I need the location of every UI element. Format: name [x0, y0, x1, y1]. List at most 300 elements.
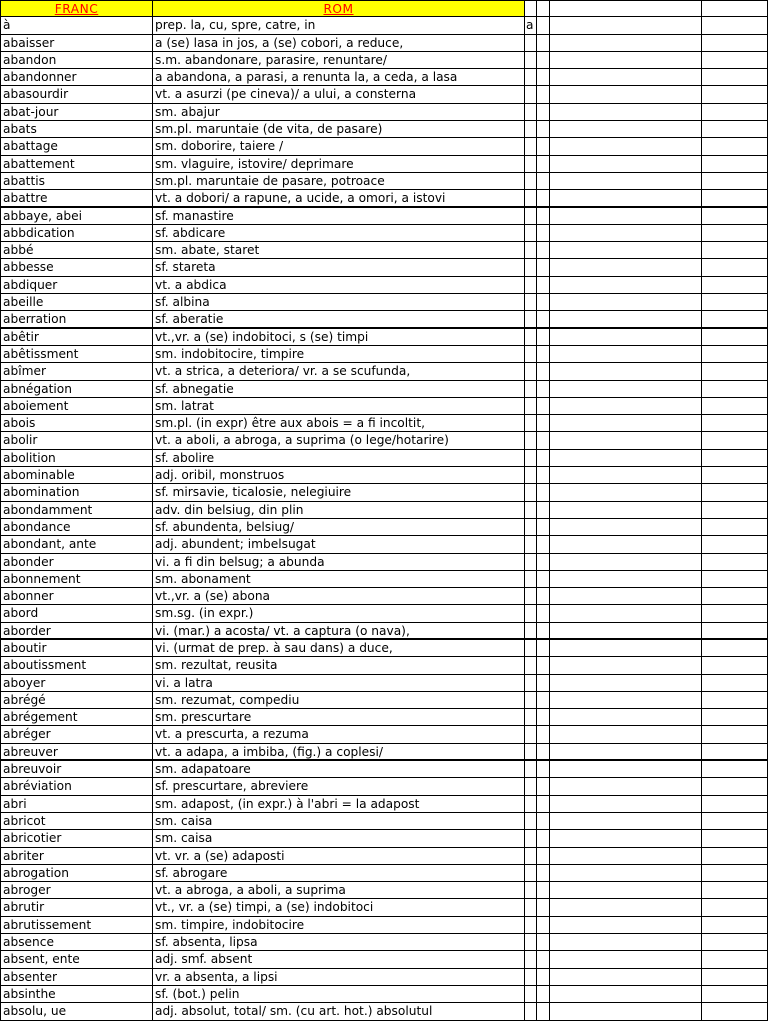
empty-cell[interactable] [702, 329, 768, 346]
empty-cell[interactable] [702, 138, 768, 155]
mark-cell[interactable] [525, 242, 537, 259]
mark-cell[interactable] [525, 190, 537, 207]
romanian-translation-cell[interactable]: sf. abdicare [153, 225, 525, 242]
empty-cell[interactable] [537, 951, 550, 968]
mark-cell[interactable] [525, 709, 537, 726]
empty-cell[interactable] [537, 848, 550, 865]
mark-cell[interactable] [525, 865, 537, 882]
mark-cell[interactable] [525, 951, 537, 968]
french-word-cell[interactable]: abrutir [0, 899, 153, 916]
mark-cell[interactable] [525, 432, 537, 449]
empty-cell[interactable] [550, 865, 702, 882]
empty-cell[interactable] [550, 709, 702, 726]
mark-cell[interactable]: a [525, 17, 537, 34]
empty-cell[interactable] [702, 156, 768, 173]
french-word-cell[interactable]: abréger [0, 726, 153, 743]
mark-cell[interactable] [525, 554, 537, 571]
empty-cell[interactable] [550, 35, 702, 52]
french-word-cell[interactable]: abolition [0, 450, 153, 467]
mark-cell[interactable] [525, 156, 537, 173]
french-word-cell[interactable]: abrégé [0, 692, 153, 709]
french-word-cell[interactable]: abaisser [0, 35, 153, 52]
romanian-translation-cell[interactable]: sf. abundenta, belsiug/ [153, 519, 525, 536]
empty-cell[interactable] [550, 536, 702, 553]
empty-cell[interactable] [702, 69, 768, 86]
empty-cell[interactable] [550, 363, 702, 380]
french-word-cell[interactable]: à [0, 17, 153, 34]
empty-cell[interactable] [702, 17, 768, 34]
empty-cell[interactable] [537, 640, 550, 657]
empty-cell[interactable] [537, 623, 550, 640]
french-word-cell[interactable]: abat-jour [0, 104, 153, 121]
empty-cell[interactable] [550, 813, 702, 830]
french-word-cell[interactable]: abasourdir [0, 86, 153, 103]
french-word-cell[interactable]: abats [0, 121, 153, 138]
french-word-cell[interactable]: abandonner [0, 69, 153, 86]
french-word-cell[interactable]: abîmer [0, 363, 153, 380]
french-word-cell[interactable]: abattage [0, 138, 153, 155]
empty-cell[interactable] [537, 52, 550, 69]
empty-cell[interactable] [537, 744, 550, 761]
romanian-translation-cell[interactable]: sm. latrat [153, 398, 525, 415]
empty-cell[interactable] [537, 934, 550, 951]
french-word-cell[interactable]: abattre [0, 190, 153, 207]
romanian-translation-cell[interactable]: a abandona, a parasi, a renunta la, a ceda, a lasa [153, 69, 525, 86]
french-word-cell[interactable]: abolir [0, 432, 153, 449]
romanian-translation-cell[interactable]: vt.,vr. a (se) indobitoci, s (se) timpi [153, 329, 525, 346]
french-word-cell[interactable]: abréviation [0, 778, 153, 795]
french-word-cell[interactable]: abois [0, 415, 153, 432]
empty-cell[interactable] [550, 605, 702, 622]
empty-cell[interactable] [702, 86, 768, 103]
empty-cell[interactable] [550, 917, 702, 934]
romanian-translation-cell[interactable]: sm. abonament [153, 571, 525, 588]
romanian-translation-cell[interactable]: sm. rezultat, reusita [153, 657, 525, 674]
mark-cell[interactable] [525, 311, 537, 328]
empty-cell[interactable] [550, 432, 702, 449]
empty-cell[interactable] [537, 554, 550, 571]
mark-cell[interactable] [525, 173, 537, 190]
mark-cell[interactable] [525, 69, 537, 86]
empty-cell[interactable] [537, 778, 550, 795]
romanian-translation-cell[interactable]: vi. (urmat de prep. à sau dans) a duce, [153, 640, 525, 657]
mark-cell[interactable] [525, 346, 537, 363]
empty-cell[interactable] [702, 35, 768, 52]
empty-cell[interactable] [702, 882, 768, 899]
empty-cell[interactable] [702, 571, 768, 588]
empty-cell[interactable] [550, 951, 702, 968]
mark-cell[interactable] [525, 899, 537, 916]
romanian-translation-cell[interactable]: sm. adapatoare [153, 761, 525, 778]
empty-cell[interactable] [550, 346, 702, 363]
empty-cell[interactable] [702, 346, 768, 363]
empty-cell[interactable] [537, 450, 550, 467]
romanian-translation-cell[interactable]: sm. abate, staret [153, 242, 525, 259]
romanian-translation-cell[interactable]: sf. albina [153, 294, 525, 311]
mark-cell[interactable] [525, 502, 537, 519]
mark-cell[interactable] [525, 744, 537, 761]
romanian-translation-cell[interactable]: sm. abajur [153, 104, 525, 121]
header-empty-cell[interactable] [702, 0, 768, 17]
french-word-cell[interactable]: abondance [0, 519, 153, 536]
french-word-cell[interactable]: abattis [0, 173, 153, 190]
french-word-cell[interactable]: absent, ente [0, 951, 153, 968]
empty-cell[interactable] [550, 173, 702, 190]
french-word-cell[interactable]: abrutissement [0, 917, 153, 934]
mark-cell[interactable] [525, 640, 537, 657]
empty-cell[interactable] [702, 484, 768, 501]
empty-cell[interactable] [702, 796, 768, 813]
empty-cell[interactable] [537, 726, 550, 743]
romanian-translation-cell[interactable]: sm.pl. (in expr) être aux abois = a fi incoltit, [153, 415, 525, 432]
empty-cell[interactable] [537, 329, 550, 346]
romanian-translation-cell[interactable]: sm. vlaguire, istovire/ deprimare [153, 156, 525, 173]
empty-cell[interactable] [550, 640, 702, 657]
romanian-translation-cell[interactable]: a (se) lasa in jos, a (se) cobori, a reduce, [153, 35, 525, 52]
romanian-translation-cell[interactable]: sm.sg. (in expr.) [153, 605, 525, 622]
mark-cell[interactable] [525, 917, 537, 934]
empty-cell[interactable] [550, 796, 702, 813]
mark-cell[interactable] [525, 830, 537, 847]
mark-cell[interactable] [525, 571, 537, 588]
romanian-translation-cell[interactable]: vt. a asurzi (pe cineva)/ a ului, a consterna [153, 86, 525, 103]
romanian-translation-cell[interactable]: vt. a abroga, a aboli, a suprima [153, 882, 525, 899]
romanian-translation-cell[interactable]: vt.,vr. a (se) abona [153, 588, 525, 605]
mark-cell[interactable] [525, 778, 537, 795]
empty-cell[interactable] [550, 484, 702, 501]
empty-cell[interactable] [537, 381, 550, 398]
romanian-translation-cell[interactable]: sm. adapost, (in expr.) à l'abri = la adapost [153, 796, 525, 813]
empty-cell[interactable] [702, 450, 768, 467]
empty-cell[interactable] [537, 415, 550, 432]
empty-cell[interactable] [702, 605, 768, 622]
empty-cell[interactable] [550, 329, 702, 346]
romanian-translation-cell[interactable]: sm. rezumat, compediu [153, 692, 525, 709]
empty-cell[interactable] [537, 363, 550, 380]
empty-cell[interactable] [550, 398, 702, 415]
empty-cell[interactable] [702, 934, 768, 951]
french-word-cell[interactable]: abêtir [0, 329, 153, 346]
empty-cell[interactable] [537, 121, 550, 138]
french-word-cell[interactable]: abeille [0, 294, 153, 311]
empty-cell[interactable] [550, 311, 702, 328]
empty-cell[interactable] [550, 52, 702, 69]
empty-cell[interactable] [550, 156, 702, 173]
empty-cell[interactable] [702, 951, 768, 968]
empty-cell[interactable] [550, 778, 702, 795]
empty-cell[interactable] [702, 969, 768, 986]
empty-cell[interactable] [702, 259, 768, 276]
empty-cell[interactable] [550, 934, 702, 951]
empty-cell[interactable] [537, 484, 550, 501]
empty-cell[interactable] [550, 761, 702, 778]
french-word-cell[interactable]: abonder [0, 554, 153, 571]
empty-cell[interactable] [550, 138, 702, 155]
french-word-cell[interactable]: abandon [0, 52, 153, 69]
french-word-cell[interactable]: abrégement [0, 709, 153, 726]
empty-cell[interactable] [537, 259, 550, 276]
mark-cell[interactable] [525, 969, 537, 986]
empty-cell[interactable] [537, 173, 550, 190]
empty-cell[interactable] [550, 744, 702, 761]
empty-cell[interactable] [537, 1003, 550, 1020]
mark-cell[interactable] [525, 484, 537, 501]
empty-cell[interactable] [537, 865, 550, 882]
french-word-cell[interactable]: aboiement [0, 398, 153, 415]
mark-cell[interactable] [525, 882, 537, 899]
romanian-translation-cell[interactable]: vi. (mar.) a acosta/ vt. a captura (o nava), [153, 623, 525, 640]
empty-cell[interactable] [702, 675, 768, 692]
mark-cell[interactable] [525, 121, 537, 138]
empty-cell[interactable] [702, 519, 768, 536]
empty-cell[interactable] [537, 709, 550, 726]
french-word-cell[interactable]: aboutir [0, 640, 153, 657]
french-word-cell[interactable]: absinthe [0, 986, 153, 1003]
mark-cell[interactable] [525, 208, 537, 225]
romanian-translation-cell[interactable]: sf. abnegatie [153, 381, 525, 398]
french-word-cell[interactable]: abbesse [0, 259, 153, 276]
empty-cell[interactable] [537, 225, 550, 242]
empty-cell[interactable] [550, 208, 702, 225]
french-word-cell[interactable]: abreuvoir [0, 761, 153, 778]
empty-cell[interactable] [537, 675, 550, 692]
mark-cell[interactable] [525, 813, 537, 830]
header-rom[interactable]: ROM [153, 0, 525, 17]
empty-cell[interactable] [550, 1003, 702, 1020]
mark-cell[interactable] [525, 536, 537, 553]
french-word-cell[interactable]: aboyer [0, 675, 153, 692]
french-word-cell[interactable]: abêtissment [0, 346, 153, 363]
romanian-translation-cell[interactable]: sm. timpire, indobitocire [153, 917, 525, 934]
empty-cell[interactable] [537, 277, 550, 294]
empty-cell[interactable] [537, 796, 550, 813]
mark-cell[interactable] [525, 35, 537, 52]
mark-cell[interactable] [525, 277, 537, 294]
romanian-translation-cell[interactable]: vt. a strica, a deteriora/ vr. a se scufunda, [153, 363, 525, 380]
french-word-cell[interactable]: aberration [0, 311, 153, 328]
empty-cell[interactable] [702, 588, 768, 605]
empty-cell[interactable] [702, 899, 768, 916]
romanian-translation-cell[interactable]: sf. aberatie [153, 311, 525, 328]
mark-cell[interactable] [525, 415, 537, 432]
empty-cell[interactable] [550, 17, 702, 34]
mark-cell[interactable] [525, 848, 537, 865]
mark-cell[interactable] [525, 605, 537, 622]
romanian-translation-cell[interactable]: sf. abolire [153, 450, 525, 467]
empty-cell[interactable] [537, 190, 550, 207]
romanian-translation-cell[interactable]: sf. stareta [153, 259, 525, 276]
romanian-translation-cell[interactable]: adj. smf. absent [153, 951, 525, 968]
romanian-translation-cell[interactable]: vr. a absenta, a lipsi [153, 969, 525, 986]
french-word-cell[interactable]: absolu, ue [0, 1003, 153, 1020]
mark-cell[interactable] [525, 450, 537, 467]
empty-cell[interactable] [702, 536, 768, 553]
empty-cell[interactable] [550, 86, 702, 103]
empty-cell[interactable] [702, 294, 768, 311]
mark-cell[interactable] [525, 259, 537, 276]
empty-cell[interactable] [550, 588, 702, 605]
empty-cell[interactable] [550, 104, 702, 121]
mark-cell[interactable] [525, 726, 537, 743]
french-word-cell[interactable]: abbdication [0, 225, 153, 242]
mark-cell[interactable] [525, 934, 537, 951]
romanian-translation-cell[interactable]: vt., vr. a (se) timpi, a (se) indobitoci [153, 899, 525, 916]
empty-cell[interactable] [702, 744, 768, 761]
empty-cell[interactable] [702, 432, 768, 449]
romanian-translation-cell[interactable]: adj. oribil, monstruos [153, 467, 525, 484]
empty-cell[interactable] [537, 242, 550, 259]
empty-cell[interactable] [702, 208, 768, 225]
romanian-translation-cell[interactable]: sm.pl. maruntaie de pasare, potroace [153, 173, 525, 190]
romanian-translation-cell[interactable]: adj. abundent; imbelsugat [153, 536, 525, 553]
empty-cell[interactable] [702, 104, 768, 121]
empty-cell[interactable] [550, 519, 702, 536]
french-word-cell[interactable]: abdiquer [0, 277, 153, 294]
empty-cell[interactable] [537, 311, 550, 328]
empty-cell[interactable] [702, 848, 768, 865]
empty-cell[interactable] [537, 86, 550, 103]
header-empty-cell[interactable] [537, 0, 550, 17]
french-word-cell[interactable]: aborder [0, 623, 153, 640]
empty-cell[interactable] [537, 398, 550, 415]
empty-cell[interactable] [537, 208, 550, 225]
french-word-cell[interactable]: absenter [0, 969, 153, 986]
french-word-cell[interactable]: abonnement [0, 571, 153, 588]
romanian-translation-cell[interactable]: sf. manastire [153, 208, 525, 225]
empty-cell[interactable] [702, 311, 768, 328]
empty-cell[interactable] [702, 657, 768, 674]
empty-cell[interactable] [550, 986, 702, 1003]
romanian-translation-cell[interactable]: adj. absolut, total/ sm. (cu art. hot.) absolutul [153, 1003, 525, 1020]
empty-cell[interactable] [702, 917, 768, 934]
romanian-translation-cell[interactable]: sf. mirsavie, ticalosie, nelegiuire [153, 484, 525, 501]
romanian-translation-cell[interactable]: vt. a prescurta, a rezuma [153, 726, 525, 743]
empty-cell[interactable] [537, 346, 550, 363]
french-word-cell[interactable]: abnégation [0, 381, 153, 398]
empty-cell[interactable] [702, 640, 768, 657]
mark-cell[interactable] [525, 796, 537, 813]
mark-cell[interactable] [525, 398, 537, 415]
empty-cell[interactable] [537, 294, 550, 311]
empty-cell[interactable] [550, 259, 702, 276]
empty-cell[interactable] [537, 761, 550, 778]
romanian-translation-cell[interactable]: sm. prescurtare [153, 709, 525, 726]
romanian-translation-cell[interactable]: sf. absenta, lipsa [153, 934, 525, 951]
mark-cell[interactable] [525, 761, 537, 778]
empty-cell[interactable] [702, 363, 768, 380]
mark-cell[interactable] [525, 381, 537, 398]
empty-cell[interactable] [537, 536, 550, 553]
empty-cell[interactable] [550, 415, 702, 432]
empty-cell[interactable] [537, 156, 550, 173]
mark-cell[interactable] [525, 52, 537, 69]
empty-cell[interactable] [702, 623, 768, 640]
empty-cell[interactable] [537, 35, 550, 52]
french-word-cell[interactable]: abri [0, 796, 153, 813]
empty-cell[interactable] [550, 225, 702, 242]
empty-cell[interactable] [702, 52, 768, 69]
mark-cell[interactable] [525, 519, 537, 536]
mark-cell[interactable] [525, 692, 537, 709]
empty-cell[interactable] [702, 398, 768, 415]
empty-cell[interactable] [550, 502, 702, 519]
empty-cell[interactable] [702, 225, 768, 242]
mark-cell[interactable] [525, 363, 537, 380]
romanian-translation-cell[interactable]: sm. doborire, taiere / [153, 138, 525, 155]
empty-cell[interactable] [702, 830, 768, 847]
empty-cell[interactable] [537, 467, 550, 484]
empty-cell[interactable] [537, 882, 550, 899]
mark-cell[interactable] [525, 104, 537, 121]
french-word-cell[interactable]: abomination [0, 484, 153, 501]
empty-cell[interactable] [537, 138, 550, 155]
romanian-translation-cell[interactable]: adv. din belsiug, din plin [153, 502, 525, 519]
french-word-cell[interactable]: abondamment [0, 502, 153, 519]
mark-cell[interactable] [525, 294, 537, 311]
empty-cell[interactable] [550, 467, 702, 484]
empty-cell[interactable] [550, 675, 702, 692]
empty-cell[interactable] [702, 121, 768, 138]
header-franc[interactable]: FRANC [0, 0, 153, 17]
empty-cell[interactable] [550, 657, 702, 674]
empty-cell[interactable] [550, 450, 702, 467]
empty-cell[interactable] [550, 554, 702, 571]
romanian-translation-cell[interactable]: prep. la, cu, spre, catre, in [153, 17, 525, 34]
mark-cell[interactable] [525, 1003, 537, 1020]
empty-cell[interactable] [537, 830, 550, 847]
empty-cell[interactable] [537, 17, 550, 34]
romanian-translation-cell[interactable]: vi. a fi din belsug; a abunda [153, 554, 525, 571]
empty-cell[interactable] [702, 692, 768, 709]
empty-cell[interactable] [702, 865, 768, 882]
french-word-cell[interactable]: abord [0, 605, 153, 622]
empty-cell[interactable] [702, 277, 768, 294]
empty-cell[interactable] [550, 294, 702, 311]
empty-cell[interactable] [537, 969, 550, 986]
empty-cell[interactable] [550, 969, 702, 986]
empty-cell[interactable] [537, 917, 550, 934]
french-word-cell[interactable]: abbé [0, 242, 153, 259]
empty-cell[interactable] [550, 830, 702, 847]
romanian-translation-cell[interactable]: vt. a abdica [153, 277, 525, 294]
empty-cell[interactable] [702, 467, 768, 484]
empty-cell[interactable] [537, 432, 550, 449]
mark-cell[interactable] [525, 138, 537, 155]
empty-cell[interactable] [702, 502, 768, 519]
empty-cell[interactable] [550, 69, 702, 86]
empty-cell[interactable] [702, 190, 768, 207]
french-word-cell[interactable]: abroger [0, 882, 153, 899]
french-word-cell[interactable]: abonner [0, 588, 153, 605]
empty-cell[interactable] [537, 519, 550, 536]
romanian-translation-cell[interactable]: sm.pl. maruntaie (de vita, de pasare) [153, 121, 525, 138]
french-word-cell[interactable]: abriter [0, 848, 153, 865]
empty-cell[interactable] [537, 605, 550, 622]
romanian-translation-cell[interactable]: vt. vr. a (se) adaposti [153, 848, 525, 865]
empty-cell[interactable] [550, 381, 702, 398]
empty-cell[interactable] [550, 882, 702, 899]
empty-cell[interactable] [537, 657, 550, 674]
french-word-cell[interactable]: abricotier [0, 830, 153, 847]
empty-cell[interactable] [550, 726, 702, 743]
french-word-cell[interactable]: abbaye, abei [0, 208, 153, 225]
mark-cell[interactable] [525, 467, 537, 484]
empty-cell[interactable] [550, 899, 702, 916]
empty-cell[interactable] [537, 986, 550, 1003]
empty-cell[interactable] [550, 623, 702, 640]
french-word-cell[interactable]: abricot [0, 813, 153, 830]
empty-cell[interactable] [702, 986, 768, 1003]
